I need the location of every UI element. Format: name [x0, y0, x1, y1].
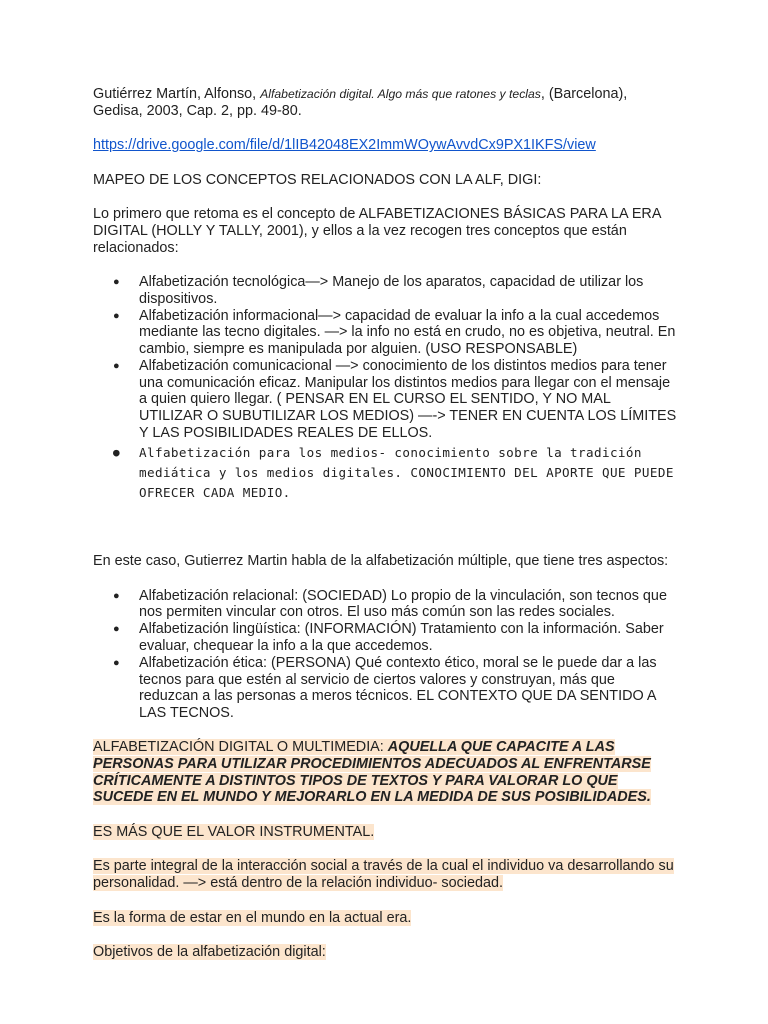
list-item: ● Alfabetización lingüística: (INFORMACIÓN) Tratamiento con la información. Saber evaluar, chequear la info a la que accedemos. [93, 621, 678, 654]
definition-paragraph [93, 739, 678, 805]
list-basic-literacies [93, 274, 678, 503]
highlight-text: Es parte integral de la interacción social a través de la cual el individuo va desarrollando su personalidad. —> está dentro de la relación individuo- sociedad. [93, 858, 674, 891]
definition-body: AQUELLA QUE CAPACITE A LAS PERSONAS PARA UTILIZAR PROCEDIMIENTOS ADECUADOS AL ENFRENTARSE CRÍTICAMENTE A DISTINTOS TIPOS DE TEXTOS Y PARA VALORAR LO QUE SUCEDE EN EL MUNDO Y MEJORARLO EN LA MEDIDA DE SUS POSIBILIDADES. [93, 739, 651, 806]
definition-label: ALFABETIZACIÓN DIGITAL O MULTIMEDIA: [93, 739, 388, 756]
drive-link[interactable]: https://drive.google.com/file/d/1lIB42048EX2ImmWOywAvvdCx9PX1IKFS/view [93, 137, 596, 154]
list-multiple-literacy [93, 588, 678, 722]
citation [93, 86, 678, 119]
multiple-literacy-paragraph: En este caso, Gutierrez Martin habla de la alfabetización múltiple, que tiene tres aspectos: [93, 553, 669, 570]
highlight-text: Es la forma de estar en el mundo en la actual era. [93, 909, 412, 926]
highlight-paragraph [93, 944, 678, 961]
citation-author: Gutiérrez Martín, Alfonso, [93, 86, 261, 102]
list-item: ● Alfabetización informacional—> capacidad de evaluar la info a la cual accedemos mediante las tecno digitales. —> la info no está en crudo, no es objetiva, neutral. En cambio, siempre es manipulada por alguien. (USO RESPONSABLE) [93, 308, 678, 358]
list-item: ● Alfabetización tecnológica—> Manejo de los aparatos, capacidad de utilizar los dispositivos. [93, 274, 678, 307]
list-item: ● Alfabetización comunicacional —> conocimiento de los distintos medios para tener una comunicación eficaz. Manipular los distintos medios para llegar con el mensaje a quien quiero llegar. ( PENSAR EN EL CURSO EL SENTIDO, Y NO MAL UTILIZAR O SUBUTILIZAR LOS MEDIOS) —-> TENER EN CUENTA LOS LÍMITES Y LAS POSIBILIDADES REALES DE ELLOS. [93, 358, 678, 441]
list-item: ● Alfabetización relacional: (SOCIEDAD) Lo propio de la vinculación, son tecnos que nos permiten vincular con otros. El uso más común son las redes sociales. [93, 588, 678, 621]
citation-title: Alfabetización digital. Algo más que ratones y teclas [260, 87, 541, 101]
citation-rest: , (Barcelona), Gedisa, 2003, Cap. 2, pp. 49-80. [93, 86, 628, 119]
highlight-text: Objetivos de la alfabetización digital: [93, 944, 326, 961]
highlight-paragraph [93, 858, 678, 891]
list-item: ● Alfabetización ética: (PERSONA) Qué contexto ético, moral se le puede dar a las tecnos para que estén al servicio de ciertos valores y construyan, más que reduzcan a las personas a meros técnicos. EL CONTEXTO QUE DA SENTIDO A LAS TECNOS. [93, 655, 678, 721]
list-item: ● Alfabetización para los medios- conocimiento sobre la tradición mediática y los medios digitales. CONOCIMIENTO DEL APORTE QUE PUEDE OFRECER CADA MEDIO. [93, 443, 678, 503]
link-paragraph [93, 137, 678, 154]
intro-paragraph: Lo primero que retoma es el concepto de ALFABETIZACIONES BÁSICAS PARA LA ERA DIGITAL (HOLLY Y TALLY, 2001), y ellos a la vez recogen tres conceptos que están relacionados: [93, 206, 661, 256]
spacer [93, 521, 678, 553]
highlight-paragraph [93, 910, 678, 927]
heading: MAPEO DE LOS CONCEPTOS RELACIONADOS CON LA ALF, DIGI: [93, 171, 542, 188]
highlight-paragraph [93, 824, 678, 841]
highlight-text: ES MÁS QUE EL VALOR INSTRUMENTAL. [93, 823, 375, 840]
